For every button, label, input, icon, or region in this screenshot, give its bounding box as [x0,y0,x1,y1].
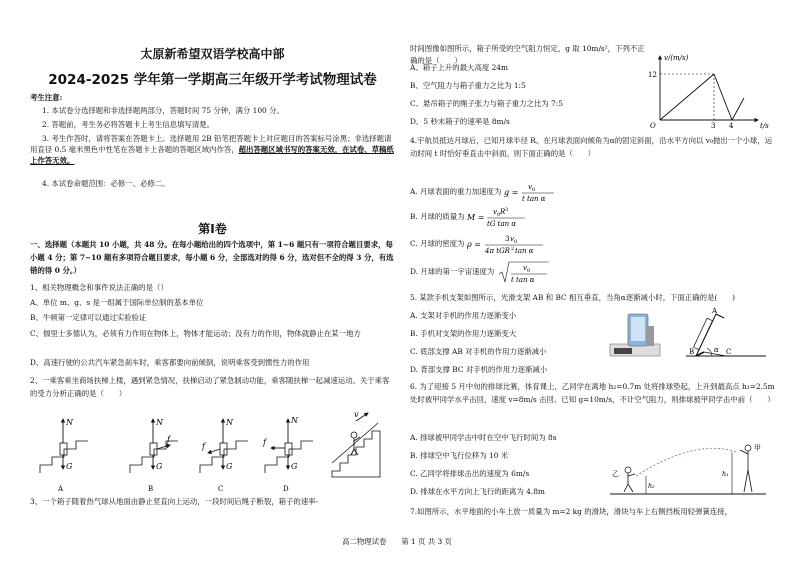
q3-option-c: C、悬吊箱子的绳子张力与箱子重力之比为 7:5 [410,99,563,108]
q5-label-b: B [689,348,695,356]
section-title: 第Ⅰ卷 [198,222,227,236]
q6-stem: 6. 为了迎接 5 月中旬的排球比赛，体育课上，乙同学在离地 h₂=0.7m 处将排球垫起，上升到最高点 h₁=2.5m 处时被甲同学水平击回，速度 v=8m/s 击回。已知 g=10m/s，不计空气阻力，则排球被甲同学击中前（ ） [410,382,775,404]
svg-text:0: 0 [526,268,530,274]
q4d-formula [497,260,552,284]
q2-label-a: A [58,485,64,493]
q4-option-a: A. 月球表面的重力加速度为 g = v 0 t tan α [410,180,775,204]
q2c-n-label: N [226,418,233,427]
svg-text:3: 3 [504,235,510,243]
exam-title: 2024-2025 学年第一学期高三年级开学考试物理试卷 [48,72,377,88]
q2b-g-label: G [156,462,163,471]
q3-graph-ytick: 12 [648,71,657,79]
q2c-g-label: G [226,462,233,471]
q1-option-c: C、伽里士多德认为，必须有力作用在物体上，物体才能运动；没有力的作用，物体就静止在某一地方 [30,329,361,338]
notice-item-2: 2. 答题前，考生务必将答题卡上考生信息填写清楚。 [42,120,214,129]
q6-option-d: D. 排球在水平方向上飞行的距离为 4.8m [410,487,545,496]
svg-text:v: v [509,235,514,243]
q6-player-jia [740,444,761,492]
q4-option-d: D. 月球的第一宇宙速度为 v 0 t tan α [410,260,775,284]
q1-option-d: D、高速行驶的公共汽车紧急刹车时，乘客都要向前倾倒，说明乘客受到惯性力的作用 [30,358,310,367]
q5-option-c: C. 底部支撑 AB 对手机的作用力逐渐减小 [410,347,547,356]
svg-text:M =: M = [466,213,485,222]
section1-heading: 一、选择题（本题共 10 小题，共 48 分。在每小题给出的四个选项中，第 1~6 题只有一项符合题目要求，每小题 4 分；第 7~10 题有多项符合题目要求，每小题 6 分，全部选对的得 6 分，选对但不全的得 3 分，有选错的得 0 分。） [30,240,394,275]
svg-text:tan α: tan α [514,247,534,255]
q1-option-a: A、单位 m、g、s 是一组属于国际单位制的基本单位 [30,298,204,307]
page-footer: 高二物理试卷 第 1 页 共 3 页 [342,537,452,546]
q3-vt-graph [646,50,771,130]
q2b-f-label: f [167,435,170,444]
q2-v-label: v [354,410,359,419]
q2-escalator-picture [332,410,380,477]
svg-text:3: 3 [504,207,509,213]
q2d-n-label: N [291,416,298,425]
q2-figure-b [130,418,178,493]
q5-stand-diagram [686,307,766,356]
q3-stem-part1: 3、一个箱子随着热气球从地面由静止竖直向上运动，一段时间后绳子断裂，箱子的速率- [30,497,319,506]
q3-option-b: B、空气阻力与箱子重力之比为 1:5 [410,81,526,90]
notice-item-1: 1. 本试卷分选择题和非选择题两部分，答题时间 75 分钟，满分 100 分。 [42,106,284,115]
q2-label-c: C [218,485,224,493]
svg-text:v: v [527,183,532,191]
q3-stem-tail: 时间图像如图所示，箱子所受的空气阻力恒定，g 取 10m/s²，下列不正确的是（ ） [410,44,645,65]
svg-text:v: v [492,208,497,216]
q2-label-d: D [283,485,289,493]
right-column [410,0,775,530]
q5-option-b: B. 手机对支架的作用力逐渐变大 [410,329,517,338]
q7-stem: 7.如图所示，水平地面的小车上放一质量为 m=2 kg 的滑块，滑块与车上右侧挡板用轻弹簧连接， [410,507,733,516]
q4c-formula [467,232,547,256]
q4a-formula [504,180,564,204]
q1-stem: 1、相关物理概念和事件说法正确的是（） [30,283,168,292]
notice-warning: 超出答题区域书写的答案无效，在试卷、草稿纸上作答无效。 [30,145,394,165]
q3-option-a: A、箱子上升的最大高度 24m [410,63,509,72]
q2d-f-label: f [263,438,266,447]
q6-player-yi [612,467,635,492]
q2-figure-d [262,416,313,493]
q2b-n-label: N [156,418,163,427]
q3-graph-xlabel: t/s [760,122,769,130]
q5-phone-photo [610,314,660,356]
q4-option-b: B. 月球的质量为 M = v 0 R 3 tG tan α [410,205,775,229]
q5-label-c: C [726,348,732,356]
svg-text:2: 2 [510,246,514,252]
svg-text:4π tGR: 4π tGR [484,247,510,255]
q4b-formula [467,205,537,229]
q6-label-jia: 甲 [754,444,761,452]
q2a-g-label: G [66,462,73,471]
q6-label-h1: h₁ [722,470,729,478]
q6-option-b: B. 排球空中飞行位移为 10 米 [410,451,509,460]
q5-label-a: A [712,307,718,315]
q2-label-b: B [148,485,154,493]
q4-option-c: C. 月球的密度为 ρ = 3 v 0 4π tGR 2 tan α [410,232,775,256]
q4-stem: 4.宇航员抵达月球后，已知月球半径 R。在月球表面向倾角为α的固定斜面，沿水平方向以 v₀抛出一个小球，运动时间 t 时恰好垂直击中斜面。则下面正确的是（ ） [410,136,773,158]
q2-figures [30,405,395,495]
svg-text:ρ =: ρ = [466,240,481,249]
left-column [30,0,395,530]
q5-option-a: A. 支架对手机的作用力逐渐变小 [410,311,517,320]
svg-text:0: 0 [496,212,501,218]
school-name: 太原新希望双语学校高中部 [140,47,285,61]
q2-figure-c [200,418,248,493]
q5-stem: 5. 某款手机支架如图所示，光滑支架 AB 和 BC 相互垂直，当角α逐渐减小时，下面正确的是( ) [410,293,736,302]
q6-option-c: C. 乙同学将排球击出的速度为 6m/s [410,469,530,478]
notice-item-3: 3. 考生作答时，请将答案在答题卡上。选择题用 2B 铅笔把答题卡上对应题目的答案标号涂黑；非选择题请用直径 0.5 毫米黑色中性笔在答题卡上各题的答题区域内作答，超出答题区域书写的答案无效，在试卷、草稿纸上作答无效。 [30,134,394,165]
q5-option-d: D. 背部支撑 BC 对手机的作用力逐渐减小 [410,365,548,374]
q5-label-alpha: α [714,346,719,354]
q6-option-a: A. 排球被甲同学击中时在空中飞行时间为 8s [410,433,557,442]
svg-text:0: 0 [531,187,535,193]
svg-text:0: 0 [513,239,517,245]
q3-option-d: D、5 秒末箱子的速率是 8m/s [410,117,510,126]
svg-text:t tan α: t tan α [510,276,535,284]
svg-text:tG tan α: tG tan α [486,220,516,228]
q2a-n-label: N [66,418,73,427]
notice-heading: 考生注意: [30,93,63,102]
q3-graph-origin: O [650,122,656,130]
svg-text:t tan α: t tan α [521,195,546,203]
q6-label-yi: 乙 [612,470,619,478]
svg-text:g =: g = [503,188,519,197]
q3-graph-xtick-3: 3 [711,122,716,130]
q6-volleyball-figure [606,436,771,501]
q2-stem: 2、一乘客乘坐商场扶梯上楼，遇到紧急情况，扶梯启动了紧急制动功能，乘客随扶梯一起减速运动。关于乘客的受力分析正确的是（ ） [30,376,390,398]
q2d-g-label: G [291,462,298,471]
q3-graph-xtick-4: 4 [729,122,734,130]
q6-label-h2: h₂ [648,482,655,490]
notice-item-4: 4. 本试卷命题范围：必修一、必修二。 [42,179,170,188]
q2-figure-a [40,418,88,493]
q5-phone-stand-figure [606,304,775,364]
q1-option-b: B、牛顿第一定律可以通过实验验证 [30,313,147,322]
svg-text:v: v [522,264,527,272]
q2c-f-label: f [202,442,205,451]
q3-graph-ylabel: v/(m/s) [664,54,689,62]
svg-text:R: R [499,208,506,216]
